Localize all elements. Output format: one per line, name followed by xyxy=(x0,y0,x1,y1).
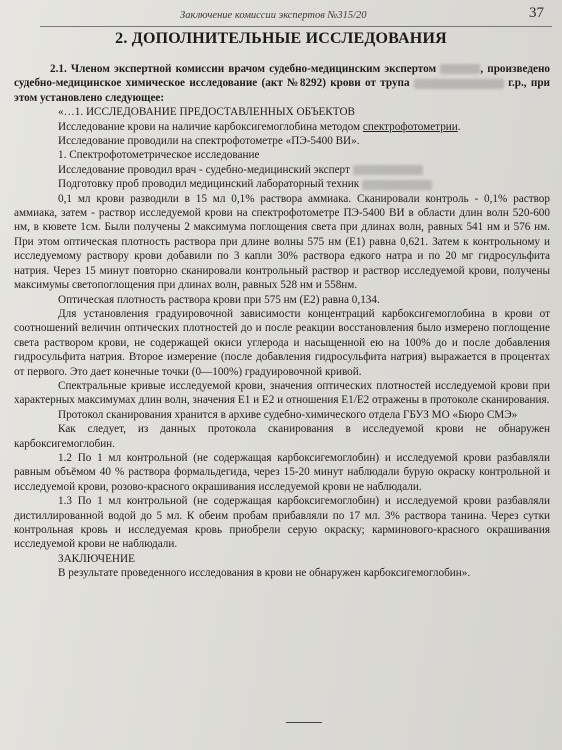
paragraph: Протокол сканирования хранится в архиве судебно-химического отдела ГБУЗ МО «Бюро СМЭ» xyxy=(58,408,518,421)
prepared-by-line xyxy=(14,177,550,191)
paragraph: Спектральные кривые исследуемой крови, значения оптических плотностей исследуемой крови при характерных максимумах длин волн, значения Е1 и Е2 и отношения Е1/Е2 отражены в протоколе сканирования. xyxy=(14,379,550,407)
header-rule xyxy=(40,26,552,27)
performed-by-line xyxy=(14,163,550,177)
paragraph: 1.3 По 1 мл контрольной (не содержащая карбоксигемоглобин) и исследуемой крови разбавляли дистиллированной водой до 5 мл. К обеим пробам прибавляли по 17 мл. 3% раствора танина. Через сутки контрольная кровь и исследуемая кровь приобрели серую окраску; карминового-красного окрашивания исследуемой крови не наблюдали. xyxy=(14,495,550,551)
running-header xyxy=(0,4,562,24)
document-body xyxy=(14,62,550,581)
page-number: 37 xyxy=(529,5,544,21)
intro-number: 2.1. xyxy=(50,63,67,75)
intro-paragraph xyxy=(14,62,550,105)
redacted-name xyxy=(414,79,504,89)
prepared-by-text: Подготовку проб проводил медицинский лабораторный техник xyxy=(58,178,362,191)
paragraph: Как следует, из данных протокола сканирования в исследуемой крови не обнаружен карбоксигемоглобин. xyxy=(14,423,550,450)
redacted-name xyxy=(362,180,432,190)
paragraph: Оптическая плотность раствора крови при 575 нм (Е2) равна 0,134. xyxy=(58,293,380,306)
conclusion-heading: ЗАКЛЮЧЕНИЕ xyxy=(58,552,135,565)
footer-rule xyxy=(286,722,322,723)
quote-heading: «…1. ИССЛЕДОВАНИЕ ПРЕДОСТАВЛЕННЫХ ОБЪЕКТОВ xyxy=(58,106,355,119)
intro-part-2: , произведено судебно-медицинское химическое исследование (акт №8292) крови от трупа xyxy=(14,63,550,90)
method-prefix: Исследование крови на наличие карбоксигемоглобина методом xyxy=(58,120,363,133)
method-suffix: . xyxy=(457,120,461,133)
subheading: 1. Спектрофотометрическое исследование xyxy=(58,149,260,162)
running-title: Заключение комиссии экспертов №315/20 xyxy=(180,10,367,21)
performed-by-text: Исследование проводил врач - судебно-медицинский эксперт xyxy=(58,163,353,176)
intro-part-3: г.р., при этом установлено следующее: xyxy=(14,77,551,104)
method-term: спектрофотометрии xyxy=(362,120,458,133)
section-title: 2. ДОПОЛНИТЕЛЬНЫЕ ИССЛЕДОВАНИЯ xyxy=(115,30,447,47)
intro-part-1: Членом экспертной комиссии врачом судебно-медицинским экспертом xyxy=(66,63,441,75)
redacted-name xyxy=(353,165,423,175)
paragraph: 0,1 мл крови разводили в 15 мл 0,1% раствора аммиака. Сканировали контроль - 0,1% раствор аммиака, затем - раствор исследуемой крови на спектрофотометре ПЭ-5400 ВИ в области длин волн 520-600 нм, в кювете 1см. Были получены 2 максимума поглощения света при длинах волн, равных 541 нм и 576 нм. При этом оптическая плотность раствора при длине волны 575 нм (Е1) равна 0,621. Затем к контрольному и исследуемому раствору крови добавили по 3 капли 30% раствора едкого натра и по 20 мг гидросульфита натрия. Через 15 минут повторно сканировали контрольный раствор и раствор исследуемой крови, получены максимумы светопоглощения при длинах волн, равных 528 нм и 558нм. xyxy=(14,192,550,292)
redacted-name xyxy=(440,64,480,74)
instrument-line: Исследование проводили на спектрофотометре «ПЭ-5400 ВИ». xyxy=(58,135,360,148)
paragraph: 1.2 По 1 мл контрольной (не содержащая карбоксигемоглобин) и исследуемой крови разбавляли равным объёмом 40 % раствора формальдегида, через 15-20 минут наблюдали бурую окраску контрольной и исследуемой крови, розово-красного окрашивания исследуемой крови не наблюдали. xyxy=(14,451,550,493)
method-line xyxy=(14,120,550,134)
conclusion-text: В результате проведенного исследования в крови не обнаружен карбоксигемоглобин». xyxy=(58,567,471,580)
paragraph: Для установления градуировочной зависимости концентраций карбоксигемоглобина в крови от соотношений величин оптических плотностей до и после реакции восстановления было измерено поглощение света раствором крови, не содержащей окиси углерода и насыщенной ею на 100% до и после добавления гидросульфита натрия. Второе измерение (после добавления гидросульфита натрия) выражается в процентах от первого. Это дает конечные точки (0—100%) градуировочной кривой. xyxy=(14,307,550,378)
